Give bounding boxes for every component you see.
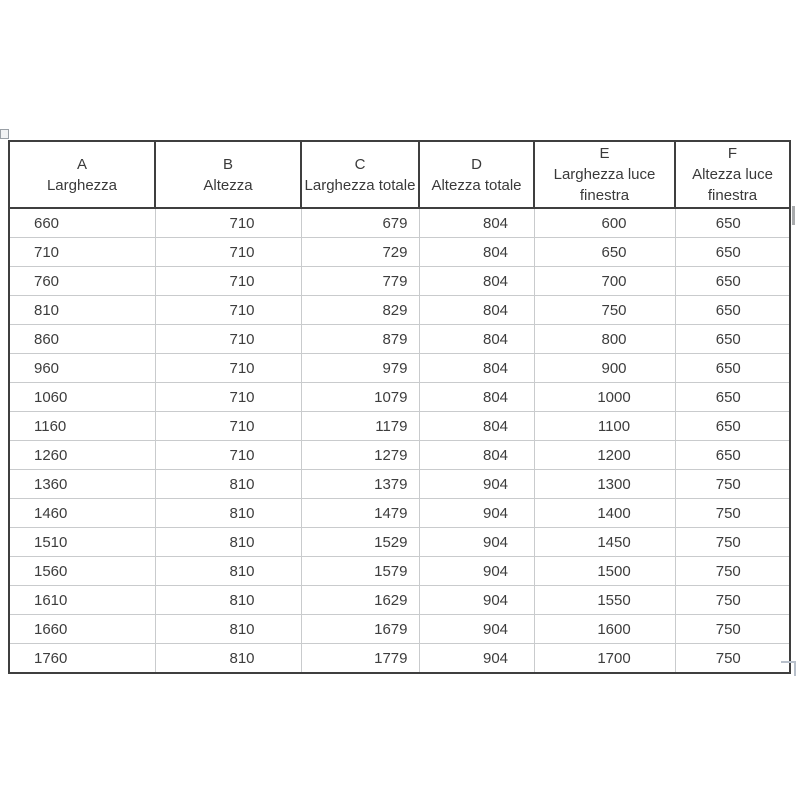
header-cell-F [675,141,790,208]
table-cell: 1700 [534,644,675,674]
table-cell: 804 [419,354,534,383]
table-cell: 804 [419,383,534,412]
table-cell: 750 [534,296,675,325]
table-cell: 1379 [301,470,419,499]
column-label: Larghezza totale [304,176,416,194]
table-cell: 810 [155,586,301,615]
table-cell: 1500 [534,557,675,586]
table-row [9,470,790,499]
column-label: Altezza luce finestra [692,166,773,204]
table-cell: 779 [301,267,419,296]
table-row [9,296,790,325]
table-row [9,238,790,267]
table-row [9,644,790,674]
table-cell: 1600 [534,615,675,644]
table-cell: 710 [9,238,155,267]
table-anchor-handle[interactable] [0,129,9,139]
table-cell: 810 [155,528,301,557]
table-cell: 650 [675,383,790,412]
table-cell: 904 [419,615,534,644]
table-cell: 1629 [301,586,419,615]
table-cell: 1060 [9,383,155,412]
dimensions-table [8,140,791,674]
table-cell: 804 [419,441,534,470]
table-cell: 750 [675,557,790,586]
table-cell: 750 [675,528,790,557]
table-cell: 710 [155,267,301,296]
table-cell: 960 [9,354,155,383]
table-cell: 1160 [9,412,155,441]
table-cell: 710 [155,383,301,412]
table-cell: 904 [419,586,534,615]
table-cell: 1679 [301,615,419,644]
table-cell: 810 [9,296,155,325]
table-cell: 900 [534,354,675,383]
table-cell: 700 [534,267,675,296]
edge-artifact [792,206,795,225]
table-cell: 1479 [301,499,419,528]
table-cell: 804 [419,238,534,267]
header-row [9,141,790,208]
table-cell: 904 [419,644,534,674]
header-cell-E [534,141,675,208]
table-cell: 1760 [9,644,155,674]
table-cell: 1360 [9,470,155,499]
table-cell: 1610 [9,586,155,615]
table-cell: 904 [419,528,534,557]
table-cell: 750 [675,499,790,528]
column-label: Altezza [203,176,253,194]
table-row [9,499,790,528]
table-cell: 804 [419,296,534,325]
table-cell: 710 [155,208,301,238]
table-cell: 860 [9,325,155,354]
column-letter: F [727,145,738,162]
table-cell: 650 [675,267,790,296]
table-cell: 650 [675,354,790,383]
column-label: Altezza totale [431,176,522,194]
table-cell: 1460 [9,499,155,528]
table-cell: 650 [675,441,790,470]
table-resize-handle[interactable] [781,661,796,676]
table-row [9,354,790,383]
table-cell: 650 [675,325,790,354]
table-cell: 810 [155,470,301,499]
table-row [9,586,790,615]
table-row [9,615,790,644]
table-cell: 650 [675,412,790,441]
table-body [9,208,790,673]
column-letter: B [222,155,233,173]
table-row [9,325,790,354]
table-cell: 804 [419,208,534,238]
table-cell: 710 [155,238,301,267]
table-row [9,557,790,586]
table-cell: 1260 [9,441,155,470]
table-cell: 810 [155,615,301,644]
table-cell: 1779 [301,644,419,674]
table-cell: 1000 [534,383,675,412]
table-cell: 804 [419,267,534,296]
table-cell: 710 [155,441,301,470]
column-letter: A [76,155,87,173]
header-cell-D [419,141,534,208]
column-label: Larghezza luce finestra [553,166,656,204]
table-cell: 750 [675,470,790,499]
table-cell: 1560 [9,557,155,586]
table-cell: 1660 [9,615,155,644]
table-cell: 660 [9,208,155,238]
column-letter: E [599,145,610,162]
table-cell: 979 [301,354,419,383]
table-row [9,528,790,557]
table-cell: 904 [419,499,534,528]
table-cell: 710 [155,412,301,441]
table-cell: 750 [675,586,790,615]
table-cell: 810 [155,557,301,586]
table-cell: 810 [155,644,301,674]
table-row [9,267,790,296]
table-cell: 710 [155,296,301,325]
table-cell: 1510 [9,528,155,557]
table-header [9,141,790,208]
table-cell: 1550 [534,586,675,615]
table-row [9,412,790,441]
table-row [9,441,790,470]
table-cell: 1529 [301,528,419,557]
table-cell: 1200 [534,441,675,470]
table-cell: 679 [301,208,419,238]
table-cell: 804 [419,412,534,441]
table-cell: 760 [9,267,155,296]
table-row [9,383,790,412]
table-cell: 810 [155,499,301,528]
table-cell: 904 [419,470,534,499]
table-cell: 829 [301,296,419,325]
header-cell-A [9,141,155,208]
table-row [9,208,790,238]
table-cell: 1400 [534,499,675,528]
table-cell: 710 [155,325,301,354]
column-letter: D [471,155,482,173]
table-cell: 600 [534,208,675,238]
table-cell: 879 [301,325,419,354]
table-cell: 1179 [301,412,419,441]
column-letter: C [354,155,366,173]
table-cell: 710 [155,354,301,383]
table-cell: 729 [301,238,419,267]
table-cell: 650 [534,238,675,267]
table-cell: 650 [675,238,790,267]
table-cell: 800 [534,325,675,354]
table-cell: 1579 [301,557,419,586]
table-cell: 1100 [534,412,675,441]
table-cell: 1079 [301,383,419,412]
table-cell: 904 [419,557,534,586]
table-cell: 1279 [301,441,419,470]
column-label: Larghezza [46,176,118,194]
table-cell: 750 [675,644,790,674]
table-cell: 1450 [534,528,675,557]
table-cell: 650 [675,208,790,238]
header-cell-B [155,141,301,208]
table-cell: 804 [419,325,534,354]
table-cell: 650 [675,296,790,325]
header-cell-C [301,141,419,208]
table-cell: 1300 [534,470,675,499]
table-cell: 750 [675,615,790,644]
